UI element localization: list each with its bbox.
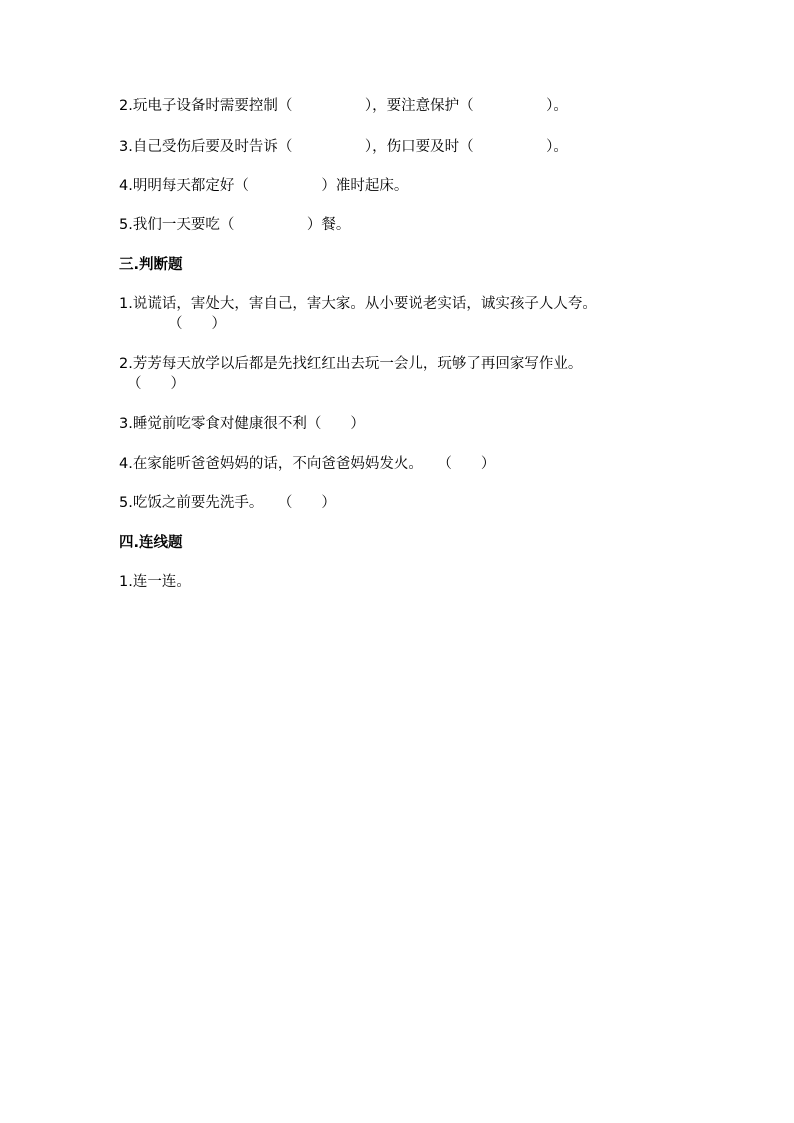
judgment-section-heading: 三.判断题 [119,257,183,273]
judgment-question-5: 5.吃饭之前要先洗手。 （ ） [119,495,336,511]
judgment-question-2-answer-blank: （ ） [127,376,185,392]
fill-blank-question-4: 4.明明每天都定好（ ）准时起床。 [119,178,409,194]
judgment-question-1-answer-blank: （ ） [168,316,226,332]
judgment-question-3: 3.睡觉前吃零食对健康很不利（ ） [119,416,365,432]
matching-question-1: 1.连一连。 [119,574,191,590]
matching-section-heading: 四.连线题 [119,535,183,551]
fill-blank-question-2: 2.玩电子设备时需要控制（ ），要注意保护（ ）。 [119,98,568,114]
fill-blank-question-5: 5.我们一天要吃（ ）餐。 [119,217,351,233]
judgment-question-2: 2.芳芳每天放学以后都是先找红红出去玩一会儿，玩够了再回家写作业。 [119,356,583,372]
judgment-question-4: 4.在家能听爸爸妈妈的话，不向爸爸妈妈发火。 （ ） [119,456,496,472]
judgment-question-1: 1.说谎话，害处大，害自己，害大家。从小要说老实话，诚实孩子人人夸。 [119,296,597,312]
fill-blank-question-3: 3.自己受伤后要及时告诉（ ），伤口要及时（ ）。 [119,139,568,155]
